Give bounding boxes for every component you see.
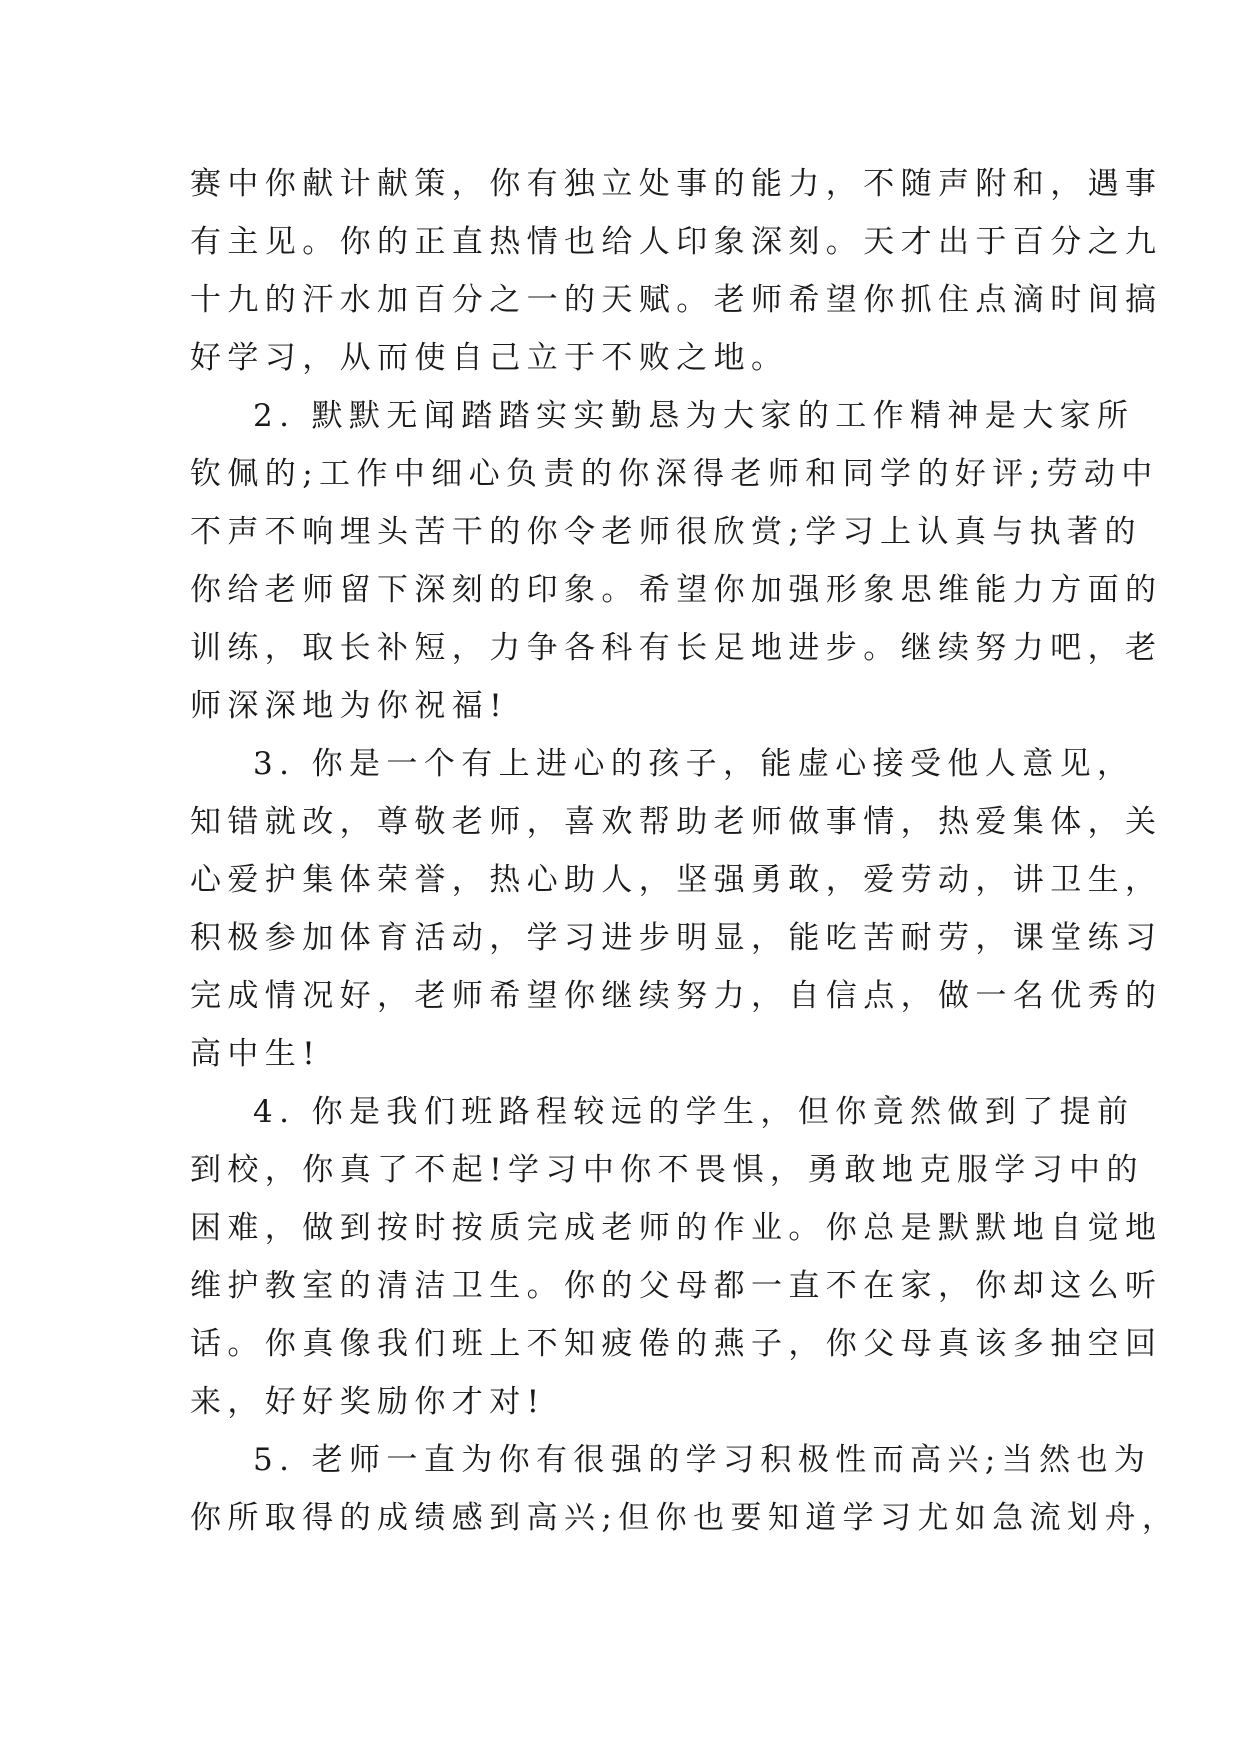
text-line: 话。你真像我们班上不知疲倦的燕子，你父母真该多抽空回 xyxy=(190,1326,1163,1362)
text-line: 完成情况好，老师希望你继续努力，自信点，做一名优秀的 xyxy=(190,978,1163,1014)
text-line: 有主见。你的正直热情也给人印象深刻。天才出于百分之九 xyxy=(190,224,1163,260)
text-line: 师深深地为你祝福! xyxy=(190,688,509,724)
text-line: 训练，取长补短，力争各科有长足地进步。继续努力吧，老 xyxy=(190,630,1163,666)
text-line: 十九的汗水加百分之一的天赋。老师希望你抓住点滴时间搞 xyxy=(190,282,1163,318)
text-line: 到校，你真了不起!学习中你不畏惧，勇敢地克服学习中的 xyxy=(190,1152,1144,1188)
list-item-2-start: 2. 默默无闻踏踏实实勤恳为大家的工作精神是大家所 xyxy=(253,398,1135,434)
text-line: 积极参加体育活动，学习进步明显，能吃苦耐劳，课堂练习 xyxy=(190,920,1163,956)
text-line: 你所取得的成绩感到高兴;但你也要知道学习尤如急流划舟， xyxy=(190,1500,1180,1536)
text-line: 困难，做到按时按质完成老师的作业。你总是默默地自觉地 xyxy=(190,1210,1163,1246)
text-line: 维护教室的清洁卫生。你的父母都一直不在家，你却这么听 xyxy=(190,1268,1163,1304)
text-line: 知错就改，尊敬老师，喜欢帮助老师做事情，热爱集体，关 xyxy=(190,804,1163,840)
text-line: 不声不响埋头苦干的你令老师很欣赏;学习上认真与执著的 xyxy=(190,514,1142,550)
list-item-5-start: 5. 老师一直为你有很强的学习积极性而高兴;当然也为 xyxy=(253,1442,1152,1478)
text-line: 你给老师留下深刻的印象。希望你加强形象思维能力方面的 xyxy=(190,572,1163,608)
text-line: 高中生! xyxy=(190,1036,322,1072)
text-line: 赛中你献计献策，你有独立处事的能力，不随声附和，遇事 xyxy=(190,166,1163,202)
text-line: 来，好好奖励你才对! xyxy=(190,1384,546,1420)
list-item-4-start: 4. 你是我们班路程较远的学生，但你竟然做到了提前 xyxy=(253,1094,1135,1130)
list-item-3-start: 3. 你是一个有上进心的孩子，能虚心接受他人意见， xyxy=(253,746,1135,782)
text-line: 好学习，从而使自己立于不败之地。 xyxy=(190,340,789,376)
text-line: 心爱护集体荣誉，热心助人，坚强勇敢，爱劳动，讲卫生， xyxy=(190,862,1163,898)
text-line: 钦佩的;工作中细心负责的你深得老师和同学的好评;劳动中 xyxy=(190,456,1159,492)
